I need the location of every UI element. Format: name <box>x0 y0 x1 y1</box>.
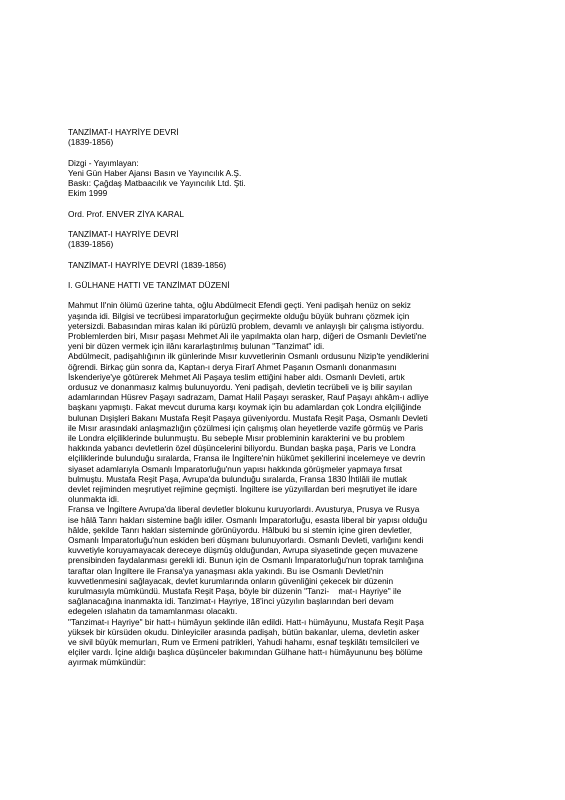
body-line: Abdülmecit, padişahlığının ilk günlerinde Mısır kuvvetlerinin Osmanlı ordusunu Nizip'te yendiklerini <box>68 351 429 362</box>
body-line: ordusuz ve donanmasız kalmış bulunuyordu. Yeni padişah, devletin tecrübeli ve iş bilir sayılan <box>68 381 413 392</box>
spacer <box>68 270 508 280</box>
body-line: yaşında idi. Bilgisi ve tecrübesi imparatorluğun geçirmekte olduğu büyük buhranı çözmek için <box>68 310 410 321</box>
book-years: (1839-1856) <box>68 137 114 148</box>
body-line: Fransa ve İngiltere Avrupa'da liberal devletler blokunu kuruyorlardı. Avusturya, Prusya ve Rusya <box>68 504 420 515</box>
body-line: yetersizdi. Babasından miras kalan iki pürüzlü problem, devamlı ve anlayışlı bir çalışma istiyordu. <box>68 320 424 331</box>
imprint-date: Ekim 1999 <box>68 188 108 199</box>
body-line: siyaset adamlarıyla Osmanlı İmparatorluğu'nun yapısı hakkında görüşmeler yapmaya fırsat <box>68 463 403 474</box>
body-line: ayırmak mümkündür: <box>68 657 146 668</box>
imprint-publisher: Yeni Gün Haber Ajansı Basın ve Yayıncılık A.Ş. <box>68 167 242 178</box>
title-inline: TANZİMAT-I HAYRİYE DEVRİ (1839-1856) <box>68 259 227 270</box>
body-line: olunmakta idi. <box>68 494 120 505</box>
body-line: bulmuştu. Mustafa Reşit Paşa, Avrupa'da bulunduğu sıralarda, Fransa 1830 İhtilâli ile mutlak <box>68 473 408 484</box>
body-line: edegelen ıslahatın da tamamlanması olacaktı. <box>68 606 238 617</box>
author-name: Ord. Prof. ENVER ZİYA KARAL <box>68 208 185 219</box>
body-line: yeni bir düzen vermek için ilânı kararlaştırılmış bulunan "Tanzimat" idi. <box>68 341 325 352</box>
body-line: başkanı yapmıştı. Fakat mevcut duruma karşı koymak için bu adamlardan çok Londra elçiliğinde <box>68 402 422 413</box>
body-line: bulunan Dışişleri Bakanı Mustafa Reşit Paşaya güveniyordu. Mustafa Reşit Paşa, Osmanlı Devleti <box>68 412 428 423</box>
body-line: sağlanacağına inanmakta idi. Tanzimat-ı Hayriye, 18'inci yüzyılın başlarından beri devam <box>68 596 394 607</box>
body-line: Osmanlı İmparatorluğu'nun eskiden beri düşmanı bulunuyorlardı. Osmanlı Devleti, varlığını kendi <box>68 535 424 546</box>
body-line: elçiler vardı. İçine aldığı başlıca düşünceler bakımından Gülhane hatt-ı hümâyununu beş bölüme <box>68 647 423 658</box>
document-content <box>68 127 508 668</box>
spacer <box>68 290 508 300</box>
body-line: ile Mısır arasındaki anlaşmazlığın çözülmesi için çalışmış olan heyetlerde vazife görmüş ve Paris <box>68 422 424 433</box>
body-line: Mahmut II'nin ölümü üzerine tahta, oğlu Abdülmecit Efendi geçti. Yeni padişah henüz on sekiz <box>68 300 411 311</box>
body-line: hakkında yabancı devletlerin özel düşüncelerini biliyordu. Bundan başka paşa, Paris ve Londra <box>68 443 416 454</box>
body-line: ve sivil büyük memurları, Rum ve Ermeni patrikleri, Yahudi hahamı, esnaf teşkilâtı temsilcileri ve <box>68 637 420 648</box>
body-line: adamlarından Hüsrev Paşayı sadrazam, Damat Halil Paşayı serasker, Rauf Paşayı ahkâm-ı adliye <box>68 392 429 403</box>
body-line: elçiliklerinde bulunduğu sıralarda, Fransa ile İngiltere'nin hükûmet şekillerini incelemeye ve devrin <box>68 453 426 464</box>
body-line: kurulmasıyla mümkündü. Mustafa Reşit Paşa, böyle bir düzenin "Tanzi- mat-ı Hayriye" ile <box>68 586 402 597</box>
body-line: prensibinden faydalanması gerekli idi. Bunun için de Osmanlı İmparatorluğu'nun toprak tamlığına <box>68 555 424 566</box>
body-line: ise hâlâ Tanrı hakları sistemine bağlı idiler. Osmanlı İmparatorluğu, esasta liberal bir yapısı olduğu <box>68 514 428 525</box>
body-line: kuvvetlenmesini sağlayacak, devlet kurumlarında onların güvenliğini çekecek bir düzenin <box>68 575 394 586</box>
book-title: TANZİMAT-I HAYRİYE DEVRİ <box>68 127 179 137</box>
body-line: kuvvetiyle koruyamayacak dereceye düşmüş olduğundan, Avrupa siyasetinde geçen muvazene <box>68 545 418 556</box>
body-text <box>68 300 508 667</box>
body-line: İskenderiye'ye götürerek Mehmet Ali Paşaya teslim ettiğini haber aldı. Osmanlı Devleti, artık <box>68 371 405 382</box>
title-repeat-years: (1839-1856) <box>68 239 114 250</box>
body-line: Problemlerden biri, Mısır paşası Mehmet Ali ile yapılmakta olan harp, diğeri de Osmanlı Devleti'ne <box>68 330 427 341</box>
title-repeat: TANZİMAT-I HAYRİYE DEVRİ <box>68 228 179 239</box>
body-line: hâlde, şekilde Tanrı hakları sisteminde görünüyordu. Hâlbuki bu si stemin içine giren devletler, <box>68 524 412 535</box>
imprint-label: Dizgi - Yayımlayan: <box>68 157 139 168</box>
body-line: yüksek bir kürsüden okudu. Dinleyiciler arasında padişah, bütün bakanlar, ulema, devletin asker <box>68 626 420 637</box>
spacer <box>68 219 508 229</box>
spacer <box>68 249 508 259</box>
body-line: "Tanzimat-ı Hayriye" bir hatt-ı hümâyun şeklinde ilân edildi. Hatt-ı hümâyunu, Mustafa Reşit Paşa <box>68 616 424 627</box>
spacer <box>68 147 508 157</box>
body-line: taraftar olan İngiltere ile Fransa'ya yanaşması akla yakındı. Bu ise Osmanlı Devleti'nin <box>68 565 384 576</box>
section-heading: I. GÜLHANE HATTI VE TANZİMAT DÜZENİ <box>68 279 230 290</box>
body-line: ile Londra elçiliklerinde bulunmuştu. Bu sebeple Mısır probleminin karakterini ve bu problem <box>68 433 405 443</box>
body-line: devlet rejiminden meşrutiyet rejimine geçmişti. İngiltere ise yüzyıllardan beri meşrutiyet ile idare <box>68 484 418 495</box>
spacer <box>68 198 508 208</box>
imprint-printer: Baskı: Çağdaş Matbaacılık ve Yayıncılık Ltd. Şti. <box>68 178 246 188</box>
body-line: öğrendi. Birkaç gün sonra da, Kaptan-ı derya Firarî Ahmet Paşanın Osmanlı donanmasını <box>68 361 397 372</box>
